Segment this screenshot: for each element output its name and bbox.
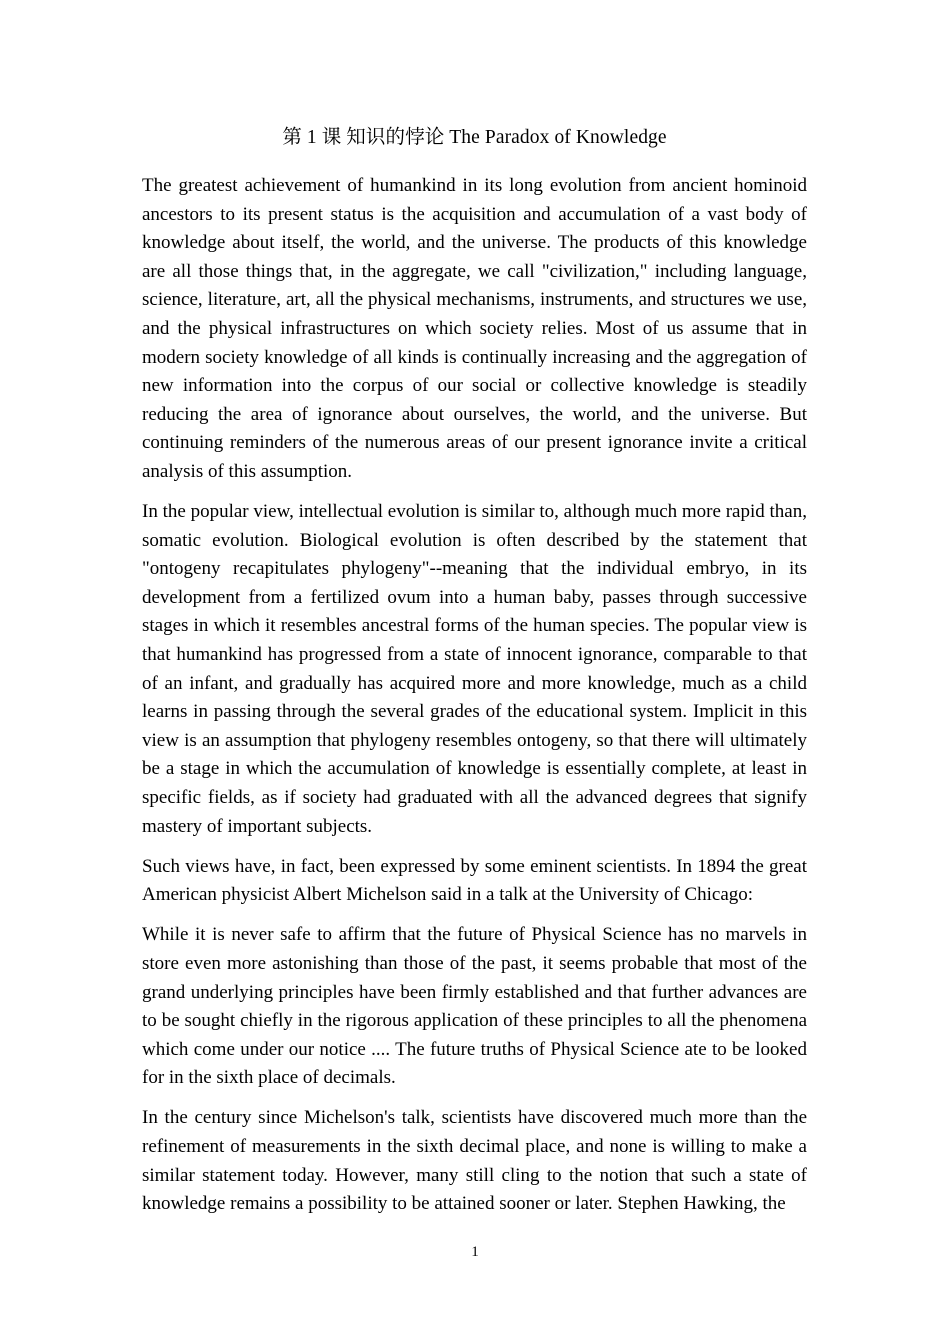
paragraph-3: Such views have, in fact, been expressed by some eminent scientists. In 1894 the great American physicist Albert Michelson said in a talk at the University of Chicago: <box>142 855 807 906</box>
paragraph-5: In the century since Michelson's talk, scientists have discovered much more than the refinement of measurements in the sixth decimal place, and none is willing to make a similar statement today. However, many still cling to the notion that such a state of knowledge remains a possibility to be attained sooner or later. Stephen Hawking, the <box>142 1107 807 1215</box>
page-number-footer: 1 <box>471 1244 479 1260</box>
page-title: 第 1 课 知识的悖论 The Paradox of Knowledge <box>282 127 667 148</box>
document-body <box>142 172 807 1219</box>
paragraph-2: In the popular view, intellectual evolution is similar to, although much more rapid than, somatic evolution. Biological evolution is often described by the statement that "ontogeny recapitulates phylogeny"--meaning that the individual embryo, in its development from a fertilized ovum into a human baby, passes through successive stages in which it resembles ancestral forms of the human species. The popular view is that humankind has progressed from a state of innocent ignorance, comparable to that of an infant, and gradually has acquired more and more knowledge, much as a child learns in passing through the several grades of the educational system. Implicit in this view is an assumption that phylogeny resembles ontogeny, so that there will ultimately be a stage in which the accumulation of knowledge is essentially complete, at least in specific fields, as if society had graduated with all the advanced degrees that signify mastery of important subjects. <box>142 501 807 837</box>
paragraph-4-quote: While it is never safe to affirm that the future of Physical Science has no marvels in store even more astonishing than those of the past, it seems probable that most of the grand underlying principles have been firmly established and that further advances are to be sought chiefly in the rigorous application of these principles to all the phenomena which come under our notice .... The future truths of Physical Science ate to be looked for in the sixth place of decimals. <box>142 924 807 1089</box>
paragraph-1: The greatest achievement of humankind in its long evolution from ancient hominoid ancestors to its present status is the acquisition and accumulation of a vast body of knowledge about itself, the world, and the universe. The products of this knowledge are all those things that, in the aggregate, we call "civilization," including language, science, literature, art, all the physical mechanisms, instruments, and structures we use, and the physical infrastructures on which society relies. Most of us assume that in modern society knowledge of all kinds is continually increasing and the aggregation of new information into the corpus of our social or collective knowledge is steadily reducing the area of ignorance about ourselves, the world, and the universe. But continuing reminders of the numerous areas of our present ignorance invite a critical analysis of this assumption. <box>142 175 807 482</box>
document-content <box>142 0 807 1219</box>
